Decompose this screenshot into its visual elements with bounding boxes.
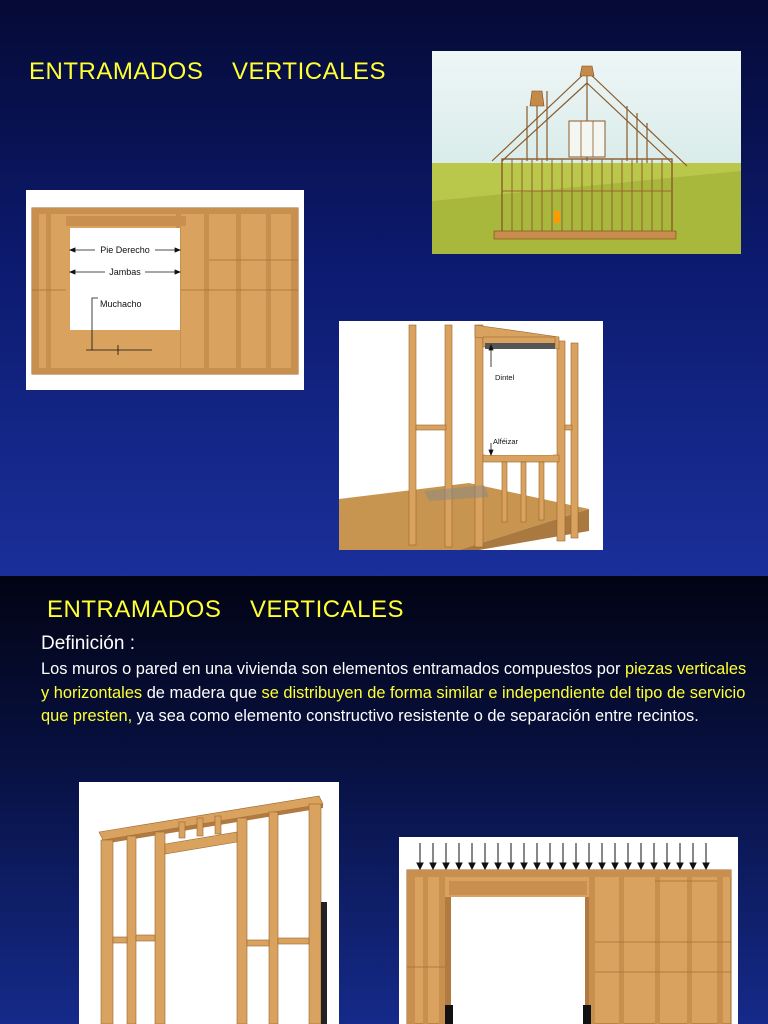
door-frame-diagram bbox=[79, 782, 339, 1024]
label-dintel: Dintel bbox=[495, 373, 515, 382]
wall-elevation-diagram bbox=[26, 190, 304, 390]
text-segment: ya sea como elemento constructivo resistente o de separación entre recintos. bbox=[132, 707, 699, 726]
window-frame-diagram bbox=[339, 321, 603, 550]
label-alfeizar: Alféizar bbox=[493, 437, 519, 446]
slide-title: ENTRAMADOS VERTICALES bbox=[47, 596, 404, 623]
label-jambas: Jambas bbox=[109, 267, 141, 277]
label-pie-derecho: Pie Derecho bbox=[100, 245, 150, 255]
house-frame-image bbox=[432, 51, 741, 254]
text-segment: Los muros o pared en una vivienda son elementos entramados compuestos por bbox=[41, 660, 626, 678]
load-bearing-wall-diagram bbox=[399, 837, 738, 1024]
slide-title: ENTRAMADOS VERTICALES bbox=[29, 58, 386, 85]
highlight-segment: piezas verticales y horizontales bbox=[41, 660, 747, 702]
highlight-segment: se distribuyen de forma similar e independiente del tipo de servicio que presten, bbox=[41, 683, 746, 726]
definition-heading: Definición : bbox=[41, 633, 135, 654]
label-muchacho: Muchacho bbox=[100, 299, 142, 309]
slide-2 bbox=[0, 576, 768, 1024]
text-segment: de madera que bbox=[142, 683, 262, 702]
definition-paragraph bbox=[41, 658, 756, 729]
